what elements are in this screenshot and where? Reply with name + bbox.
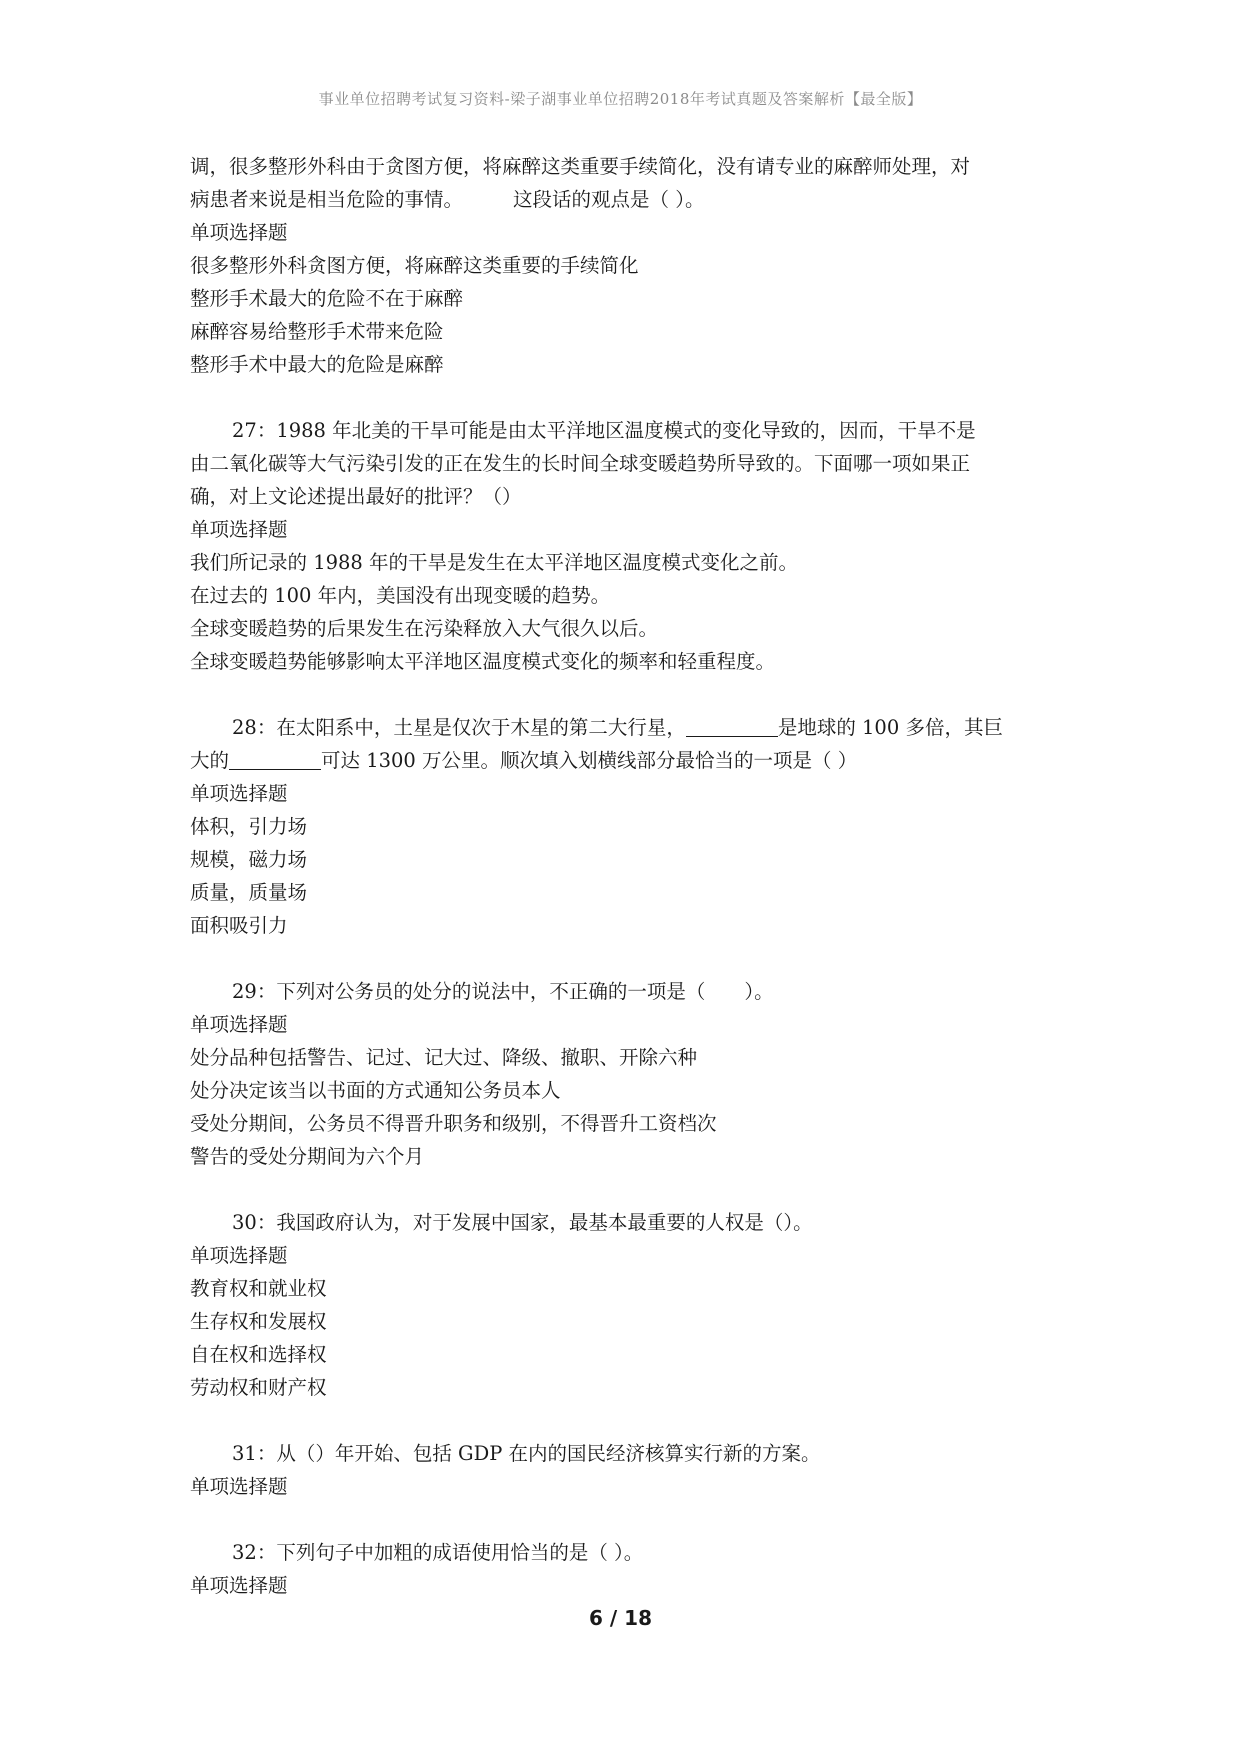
question-type: 单项选择题	[190, 221, 288, 244]
option: 我们所记录的 1988 年的干旱是发生在太平洋地区温度模式变化之前。	[190, 551, 799, 574]
question-type: 单项选择题	[190, 1013, 288, 1036]
question-type: 单项选择题	[190, 782, 288, 805]
question-type: 单项选择题	[190, 1574, 288, 1597]
question-text: 32：下列句子中加粗的成语使用恰当的是（ ）。	[232, 1541, 644, 1564]
option: 处分品种包括警告、记过、记大过、降级、撤职、开除六种	[190, 1046, 698, 1069]
option: 面积吸引力	[190, 914, 288, 937]
question-text: 病患者来说是相当危险的事情。 这段话的观点是（ ）。	[190, 188, 705, 211]
option: 受处分期间，公务员不得晋升职务和级别，不得晋升工资档次	[190, 1112, 717, 1135]
question-text: 29：下列对公务员的处分的说法中，不正确的一项是（ ）。	[232, 980, 774, 1003]
option: 全球变暖趋势能够影响太平洋地区温度模式变化的频率和轻重程度。	[190, 650, 776, 673]
option: 规模，磁力场	[190, 848, 308, 871]
option: 处分决定该当以书面的方式通知公务员本人	[190, 1079, 561, 1102]
question-text: 31：从（）年开始、包括 GDP 在内的国民经济核算实行新的方案。	[232, 1442, 821, 1465]
option: 全球变暖趋势的后果发生在污染释放入大气很久以后。	[190, 617, 659, 640]
option: 劳动权和财产权	[190, 1376, 327, 1399]
question-32	[190, 1536, 1060, 1602]
question-text: 大的 可达 1300 万公里。顺次填入划横线部分最恰当的一项是（ ）	[190, 749, 858, 772]
question-text: 30：我国政府认为，对于发展中国家，最基本最重要的人权是（）。	[232, 1211, 813, 1234]
option: 麻醉容易给整形手术带来危险	[190, 320, 444, 343]
option: 整形手术最大的危险不在于麻醉	[190, 287, 464, 310]
question-31	[190, 1437, 1060, 1503]
question-type: 单项选择题	[190, 518, 288, 541]
question-text: 确，对上文论述提出最好的批评？（）	[190, 485, 522, 508]
fill-blank	[229, 747, 321, 770]
question-27	[190, 414, 1060, 678]
question-text: 27：1988 年北美的干旱可能是由太平洋地区温度模式的变化导致的，因而，干旱不是	[232, 419, 976, 442]
question-28	[190, 711, 1060, 942]
option: 自在权和选择权	[190, 1343, 327, 1366]
option: 教育权和就业权	[190, 1277, 327, 1300]
question-text: 由二氧化碳等大气污染引发的正在发生的长时间全球变暖趋势所导致的。下面哪一项如果正	[190, 452, 971, 475]
page-header: 事业单位招聘考试复习资料-梁子湖事业单位招聘2018年考试真题及答案解析【最全版】	[318, 90, 923, 108]
question-26	[190, 150, 1060, 381]
option: 整形手术中最大的危险是麻醉	[190, 353, 444, 376]
option: 质量，质量场	[190, 881, 308, 904]
question-text: 28：在太阳系中，土星是仅次于木星的第二大行星， 是地球的 100 多倍，其巨	[232, 716, 1003, 739]
option: 体积，引力场	[190, 815, 308, 838]
document-body	[190, 150, 1060, 1635]
option: 警告的受处分期间为六个月	[190, 1145, 425, 1168]
option: 在过去的 100 年内，美国没有出现变暖的趋势。	[190, 584, 611, 607]
question-type: 单项选择题	[190, 1244, 288, 1267]
question-30	[190, 1206, 1060, 1404]
question-29	[190, 975, 1060, 1173]
question-text: 调，很多整形外科由于贪图方便，将麻醉这类重要手续简化，没有请专业的麻醉师处理，对	[190, 155, 971, 178]
fill-blank	[686, 714, 778, 737]
option: 生存权和发展权	[190, 1310, 327, 1333]
page-number: 6 / 18	[589, 1606, 652, 1630]
option: 很多整形外科贪图方便，将麻醉这类重要的手续简化	[190, 254, 639, 277]
question-type: 单项选择题	[190, 1475, 288, 1498]
